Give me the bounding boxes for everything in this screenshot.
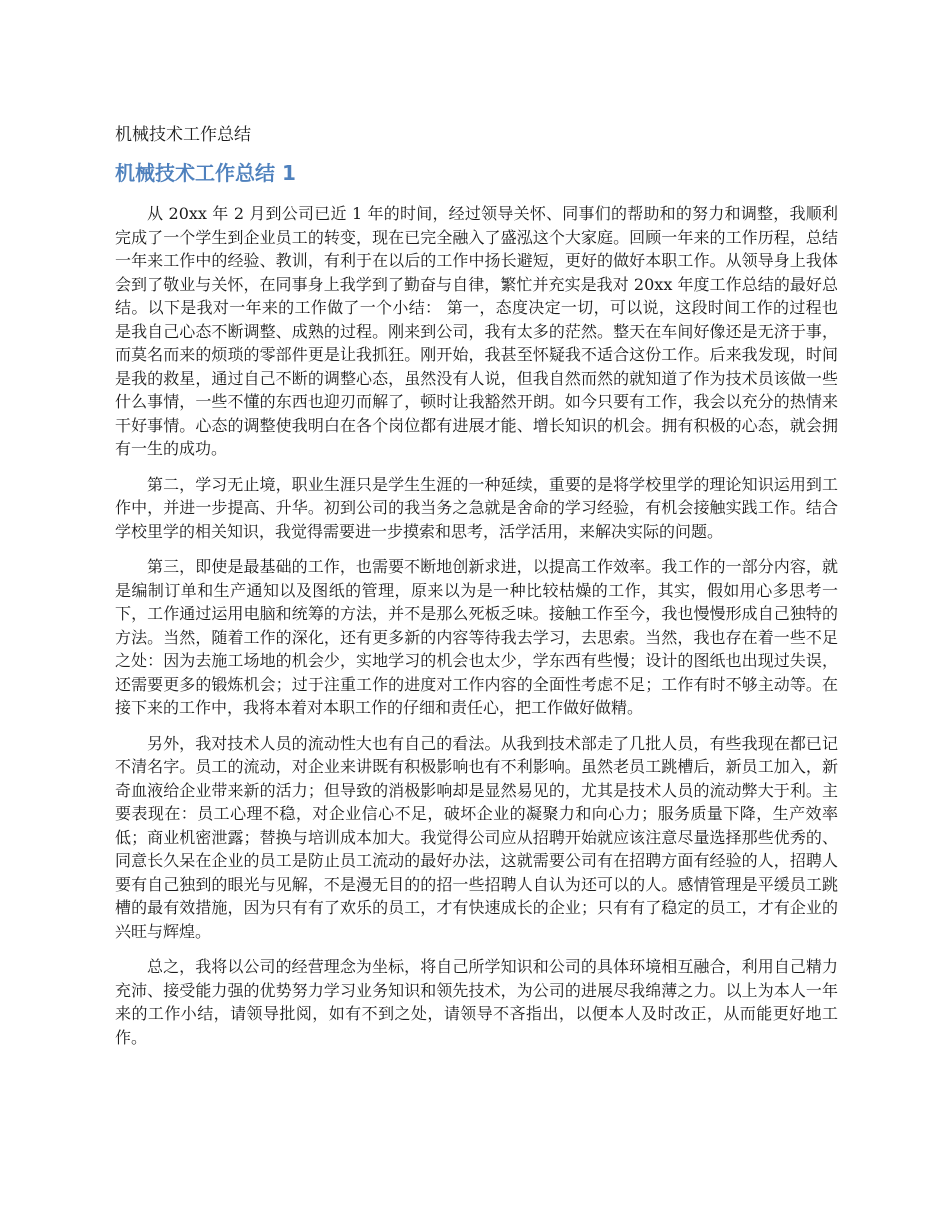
paragraph-4: 另外，我对技术人员的流动性大也有自己的看法。从我到技术部走了几批人员，有些我现在都已记不清名字。员工的流动，对企业来讲既有积极影响也有不利影响。虽然老员工跳槽后，新员工加入，新奇血液给企业带来新的活力；但导致的消极影响却是显然易见的，尤其是技术人员的流动弊大于利。主要表现在：员工心理不稳，对企业信心不足，破坏企业的凝聚力和向心力；服务质量下降，生产效率低；商业机密泄露；替换与培训成本加大。我觉得公司应从招聘开始就应该注意尽量选择那些优秀的、同意长久呆在企业的员工是防止员工流动的最好办法，这就需要公司有在招聘方面有经验的人，招聘人要有自己独到的眼光与见解，不是漫无目的的招一些招聘人自认为还可以的人。感情管理是平缓员工跳槽的最有效措施，因为只有有了欢乐的员工，才有快速成长的企业；只有有了稳定的员工，才有企业的兴旺与辉煌。 [115, 733, 838, 941]
section-heading: 机械技术工作总结 1 [115, 161, 296, 185]
paragraph-1: 从 20xx 年 2 月到公司已近 1 年的时间，经过领导关怀、同事们的帮助和的努力和调整，我顺利完成了一个学生到企业员工的转变，现在已完全融入了盛泓这个大家庭。回顾一年来的工作历程，总结一年来工作中的经验、教训，有利于在以后的工作中扬长避短，更好的做好本职工作。从领导身上我体会到了敬业与关怀，在同事身上我学到了勤奋与自律，繁忙并充实是我对 20xx 年度工作总结的最好总结。以下是我对一年来的工作做了一个小结： 第一，态度决定一切，可以说，这段时间工作的过程也是我自己心态不断调整、成熟的过程。刚来到公司，我有太多的茫然。整天在车间好像还是无济于事，而莫名而来的烦琐的零部件更是让我抓狂。刚开始，我甚至怀疑我不适合这份工作。后来我发现，时间是我的救星，通过自己不断的调整心态，虽然没有人说，但我自然而然的就知道了作为技术员该做一些什么事情，一些不懂的东西也迎刃而解了，顿时让我豁然开朗。如今只要有工作，我会以充分的热情来干好事情。心态的调整使我明白在各个岗位都有进展才能、增长知识的机会。拥有积极的心态，就会拥有一生的成功。 [115, 204, 838, 458]
paragraph-3: 第三，即使是最基础的工作，也需要不断地创新求进，以提高工作效率。我工作的一部分内容，就是编制订单和生产通知以及图纸的管理，原来以为是一种比较枯燥的工作，其实，假如用心多思考一下，工作通过运用电脑和统筹的方法，并不是那么死板乏味。接触工作至今，我也慢慢形成自己独特的方法。当然，随着工作的深化，还有更多新的内容等待我去学习，去思索。当然，我也存在着一些不足之处：因为去施工场地的机会少，实地学习的机会也太少，学东西有些慢；设计的图纸也出现过失误，还需要更多的锻炼机会；过于注重工作的进度对工作内容的全面性考虑不足；工作有时不够主动等。在接下来的工作中，我将本着对本职工作的仔细和责任心，把工作做好做精。 [115, 557, 838, 717]
document-page [115, 122, 838, 1061]
paragraph-5: 总之，我将以公司的经营理念为坐标，将自己所学知识和公司的具体环境相互融合，利用自己精力充沛、接受能力强的优势努力学习业务知识和领先技术，为公司的进展尽我绵薄之力。以上为本人一年来的工作小结，请领导批阅，如有不到之处，请领导不吝指出，以便本人及时改正，从而能更好地工作。 [115, 957, 838, 1047]
document-title: 机械技术工作总结 [115, 125, 251, 145]
paragraph-2: 第二，学习无止境，职业生涯只是学生生涯的一种延续，重要的是将学校里学的理论知识运用到工作中，并进一步提高、升华。初到公司的我当务之急就是舍命的学习经验，有机会接触实践工作。结合学校里学的相关知识，我觉得需要进一步摸索和思考，活学活用，来解决实际的问题。 [115, 474, 838, 541]
